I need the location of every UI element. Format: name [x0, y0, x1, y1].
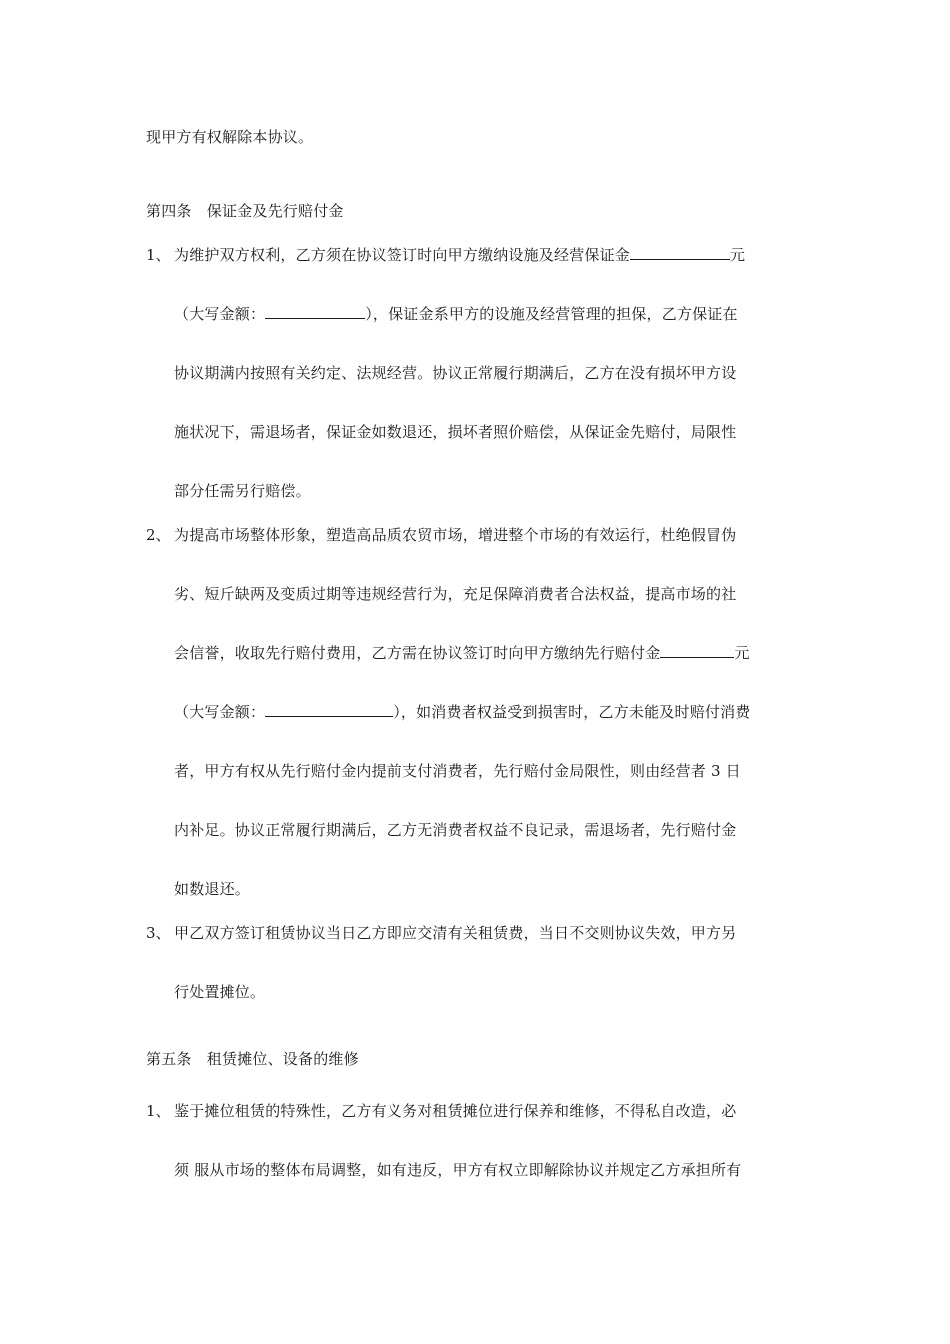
paragraph-line: 行处置摊位。	[174, 983, 266, 1001]
paragraph-line: 须 服从市场的整体布局调整，如有违反，甲方有权立即解除协议并规定乙方承担所有	[174, 1161, 742, 1179]
currency-unit: 元	[734, 644, 750, 662]
paragraph-line: 部分任需另行赔偿。	[174, 482, 311, 500]
paragraph-line: 甲乙双方签订租赁协议当日乙方即应交清有关租赁费，当日不交则协议失效，甲方另	[174, 924, 737, 942]
paragraph-line	[174, 702, 751, 722]
paragraph-line: 内补足。协议正常履行期满后，乙方无消费者权益不良记录，需退场者，先行赔付金	[174, 821, 737, 839]
paragraph-line: 者，甲方有权从先行赔付金内提前支付消费者，先行赔付金局限性，则由经营者 3 日	[174, 762, 741, 780]
list-number: 2、	[146, 526, 171, 544]
paragraph-line: 如数退还。	[174, 880, 251, 898]
paragraph-text: （大写金额：	[174, 703, 266, 721]
amount-words-blank	[265, 304, 365, 319]
paragraph-line: 为提高市场整体形象，塑造高品质农贸市场，增进整个市场的有效运行，杜绝假冒伪	[174, 526, 737, 544]
paragraph-text: ），保证金系甲方的设施及经营管理的担保，乙方保证在	[365, 305, 738, 323]
paragraph-line: 现甲方有权解除本协议。	[146, 128, 314, 146]
section-5-heading: 第五条 租赁摊位、设备的维修	[146, 1050, 359, 1068]
paragraph-text: ），如消费者权益受到损害时，乙方未能及时赔付消费	[393, 703, 751, 721]
paragraph-line: 劣、短斤缺两及变质过期等违规经营行为，充足保障消费者合法权益，提高市场的社	[174, 585, 737, 603]
amount-words-blank	[265, 702, 393, 717]
paragraph-line	[174, 245, 745, 265]
section-4-heading: 第四条 保证金及先行赔付金	[146, 202, 344, 220]
currency-unit: 元	[730, 246, 746, 264]
paragraph-text: （大写金额：	[174, 305, 266, 323]
paragraph-line	[174, 304, 738, 324]
paragraph-line: 鉴于摊位租赁的特殊性，乙方有义务对租赁摊位进行保养和维修，不得私自改造，必	[174, 1102, 737, 1120]
paragraph-text: 为维护双方权利，乙方须在协议签订时向甲方缴纳设施及经营保证金	[174, 246, 631, 264]
paragraph-text: 会信誉，收取先行赔付费用，乙方需在协议签订时向甲方缴纳先行赔付金	[174, 644, 661, 662]
amount-blank	[630, 245, 730, 260]
paragraph-line	[174, 643, 750, 663]
list-number: 1、	[146, 1102, 171, 1120]
paragraph-line: 施状况下，需退场者，保证金如数退还，损坏者照价赔偿，从保证金先赔付，局限性	[174, 423, 737, 441]
amount-blank	[660, 643, 734, 658]
list-number: 3、	[146, 924, 171, 942]
paragraph-line: 协议期满内按照有关约定、法规经营。协议正常履行期满后，乙方在没有损坏甲方设	[174, 364, 737, 382]
list-number: 1、	[146, 246, 171, 264]
